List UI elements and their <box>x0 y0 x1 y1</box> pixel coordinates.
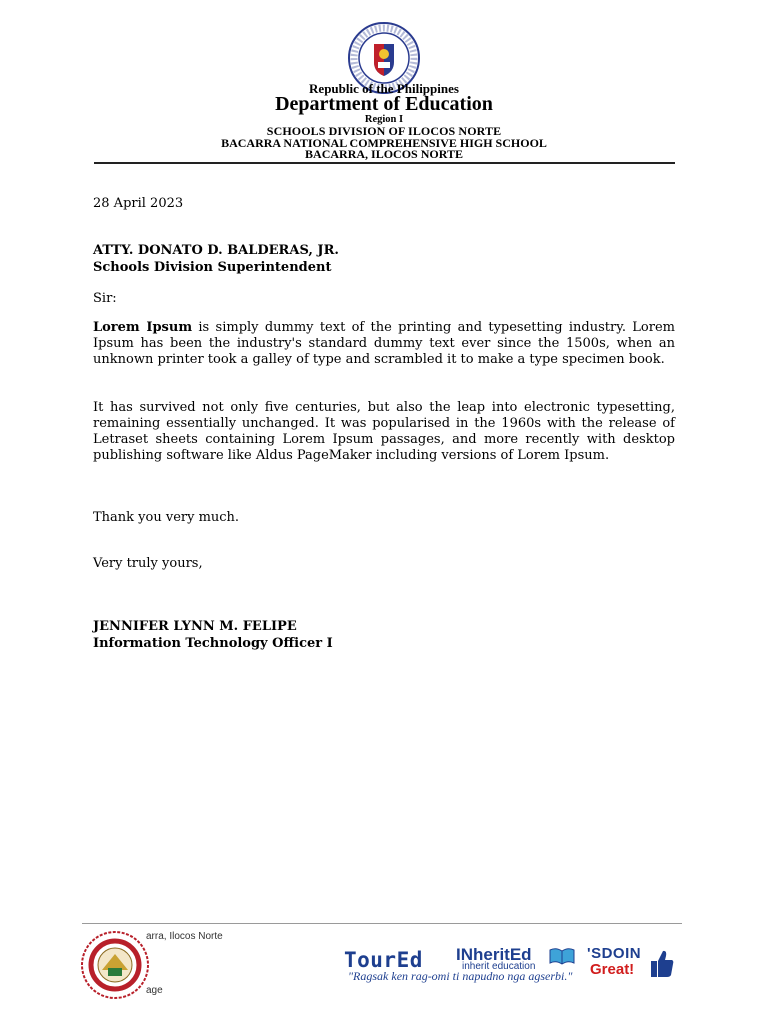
header-divider <box>94 162 675 164</box>
paragraph-1-text: is simply dummy text of the printing and typesetting industry. Lorem Ipsum has been the industry's standard dummy text ever since the 1500s, when an unknown printer took a galley of type and scrambled it to make a type specimen book. <box>93 320 675 367</box>
thanks-line: Thank you very much. <box>93 510 240 525</box>
signatory-name: JENNIFER LYNN M. FELIPE <box>93 619 297 634</box>
inherited-logo: INheritEd <box>456 945 532 964</box>
body-paragraph-2: It has survived not only five centuries, but also the leap into electronic typesetting, remaining essentially unchanged. It was popularised in the 1960s with the release of Letraset sheets containing Lorem Ipsum passages, and more recently with desktop publishing software like Aldus PageMaker including versions of Lorem Ipsum. <box>93 400 675 463</box>
sdoin-logo: 'SDOIN <box>587 945 642 962</box>
great-logo: Great! <box>590 961 635 978</box>
recipient-block <box>93 242 675 276</box>
footer-page-text: age <box>146 985 163 996</box>
inherited-subtitle: inherit education <box>462 961 536 972</box>
location-line: BACARRA, ILOCOS NORTE <box>305 147 463 161</box>
closing-line: Very truly yours, <box>93 556 203 571</box>
footer-tagline: "Ragsak ken rag-omi ti napudno nga agserbi." <box>348 969 573 983</box>
body-paragraph-1 <box>93 320 675 368</box>
region-line: Region I <box>364 114 404 125</box>
thumbs-up-icon <box>647 947 675 979</box>
letter-date: 28 April 2023 <box>93 196 184 211</box>
salutation: Sir: <box>93 291 117 306</box>
republic-line: Republic of the Philippines <box>309 81 459 96</box>
school-line: BACARRA NATIONAL COMPREHENSIVE HIGH SCHOOL <box>221 136 547 150</box>
division-line: SCHOOLS DIVISION OF ILOCOS NORTE <box>266 124 502 138</box>
signatory-title: Information Technology Officer I <box>93 636 333 651</box>
recipient-name: ATTY. DONATO D. BALDERAS, JR. <box>93 243 339 258</box>
footer-divider <box>82 923 682 924</box>
open-book-icon <box>548 944 576 966</box>
department-title: Department of Education <box>275 93 493 115</box>
school-logo-icon <box>80 930 150 1000</box>
footer-address: arra, Ilocos Norte <box>146 931 223 942</box>
signature-block <box>93 618 675 652</box>
lorem-ipsum-bold: Lorem Ipsum <box>93 320 193 335</box>
recipient-title: Schools Division Superintendent <box>93 260 332 275</box>
toured-logo: TourEd <box>344 948 423 972</box>
